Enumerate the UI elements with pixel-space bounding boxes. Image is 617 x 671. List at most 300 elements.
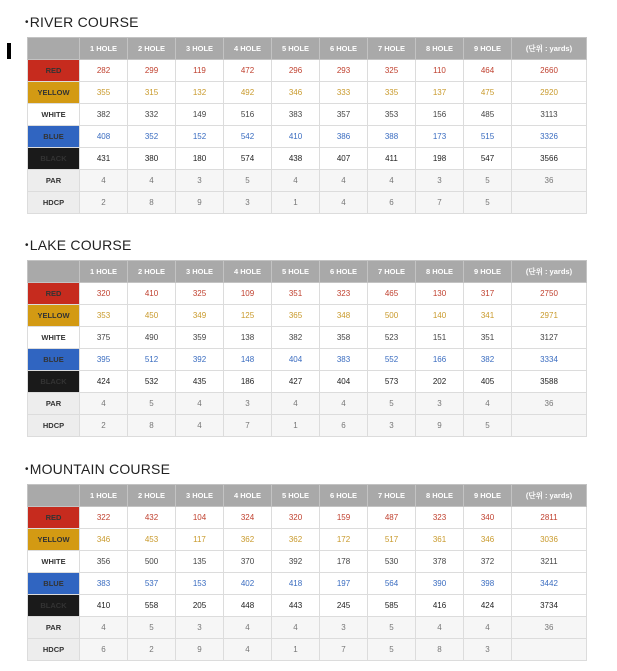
hole-value-cell: 8 xyxy=(128,192,176,214)
hole-value-cell: 431 xyxy=(80,148,128,170)
hole-value-cell: 500 xyxy=(368,305,416,327)
hole-header: 7 HOLE xyxy=(368,38,416,60)
hole-value-cell: 1 xyxy=(272,192,320,214)
hole-value-cell: 380 xyxy=(128,148,176,170)
hole-value-cell: 517 xyxy=(368,529,416,551)
hole-header: 5 HOLE xyxy=(272,485,320,507)
hole-value-cell: 152 xyxy=(176,126,224,148)
hole-value-cell: 202 xyxy=(416,371,464,393)
hole-value-cell: 390 xyxy=(416,573,464,595)
hole-value-cell: 282 xyxy=(80,60,128,82)
hole-value-cell: 552 xyxy=(368,349,416,371)
hole-header: 3 HOLE xyxy=(176,261,224,283)
hole-value-cell: 564 xyxy=(368,573,416,595)
hole-value-cell: 7 xyxy=(416,192,464,214)
row-label-red: RED xyxy=(28,507,80,529)
hole-value-cell: 4 xyxy=(128,170,176,192)
row-label-red: RED xyxy=(28,60,80,82)
total-cell: 3566 xyxy=(512,148,587,170)
hole-value-cell: 410 xyxy=(272,126,320,148)
total-cell xyxy=(512,192,587,214)
table-row-red xyxy=(28,283,587,305)
row-label-par: PAR xyxy=(28,617,80,639)
hole-value-cell: 532 xyxy=(128,371,176,393)
total-cell: 3588 xyxy=(512,371,587,393)
hole-header: 1 HOLE xyxy=(80,261,128,283)
hole-value-cell: 411 xyxy=(368,148,416,170)
hole-value-cell: 333 xyxy=(320,82,368,104)
hole-value-cell: 4 xyxy=(320,192,368,214)
table-row-white xyxy=(28,327,587,349)
hole-value-cell: 558 xyxy=(128,595,176,617)
hole-value-cell: 359 xyxy=(176,327,224,349)
hole-value-cell: 573 xyxy=(368,371,416,393)
hole-header: 6 HOLE xyxy=(320,485,368,507)
hole-value-cell: 110 xyxy=(416,60,464,82)
hole-value-cell: 3 xyxy=(416,393,464,415)
hole-value-cell: 5 xyxy=(224,170,272,192)
hole-value-cell: 362 xyxy=(224,529,272,551)
header-corner-cell xyxy=(28,261,80,283)
hole-value-cell: 153 xyxy=(176,573,224,595)
hole-value-cell: 4 xyxy=(368,170,416,192)
hole-value-cell: 418 xyxy=(272,573,320,595)
table-row-yellow xyxy=(28,529,587,551)
table-row-blue xyxy=(28,573,587,595)
hole-value-cell: 6 xyxy=(320,415,368,437)
section-title-text: LAKE COURSE xyxy=(29,237,132,253)
table-row-red xyxy=(28,507,587,529)
hole-value-cell: 516 xyxy=(224,104,272,126)
table-row-hdcp xyxy=(28,192,587,214)
hole-value-cell: 5 xyxy=(128,393,176,415)
row-label-blue: BLUE xyxy=(28,126,80,148)
hole-header: 8 HOLE xyxy=(416,38,464,60)
bullet-icon: • xyxy=(25,240,29,251)
hole-value-cell: 416 xyxy=(416,595,464,617)
section-title xyxy=(25,11,139,33)
hole-value-cell: 5 xyxy=(368,617,416,639)
hole-value-cell: 5 xyxy=(464,170,512,192)
total-cell: 3113 xyxy=(512,104,587,126)
hole-value-cell: 357 xyxy=(320,104,368,126)
hole-value-cell: 117 xyxy=(176,529,224,551)
hole-value-cell: 4 xyxy=(224,617,272,639)
hole-header: 3 HOLE xyxy=(176,38,224,60)
hole-value-cell: 432 xyxy=(128,507,176,529)
row-label-hdcp: HDCP xyxy=(28,639,80,661)
hole-value-cell: 3 xyxy=(224,192,272,214)
hole-value-cell: 500 xyxy=(128,551,176,573)
table-row-hdcp xyxy=(28,415,587,437)
hole-value-cell: 346 xyxy=(464,529,512,551)
table-row-hdcp xyxy=(28,639,587,661)
hole-value-cell: 293 xyxy=(320,60,368,82)
scorecard-table xyxy=(27,37,587,214)
hole-value-cell: 166 xyxy=(416,349,464,371)
hole-value-cell: 173 xyxy=(416,126,464,148)
hole-value-cell: 523 xyxy=(368,327,416,349)
hole-value-cell: 198 xyxy=(416,148,464,170)
hole-value-cell: 197 xyxy=(320,573,368,595)
hole-value-cell: 4 xyxy=(464,617,512,639)
row-label-white: WHITE xyxy=(28,551,80,573)
unit-header: (단위 : yards) xyxy=(512,261,587,283)
hole-header: 2 HOLE xyxy=(128,485,176,507)
hole-value-cell: 3 xyxy=(368,415,416,437)
hole-header: 7 HOLE xyxy=(368,261,416,283)
hole-value-cell: 4 xyxy=(416,617,464,639)
hole-value-cell: 492 xyxy=(224,82,272,104)
hole-value-cell: 156 xyxy=(416,104,464,126)
hole-value-cell: 4 xyxy=(272,170,320,192)
hole-value-cell: 427 xyxy=(272,371,320,393)
hole-header: 7 HOLE xyxy=(368,485,416,507)
hole-value-cell: 178 xyxy=(320,551,368,573)
hole-header: 8 HOLE xyxy=(416,261,464,283)
table-row-white xyxy=(28,104,587,126)
hole-value-cell: 438 xyxy=(272,148,320,170)
hole-value-cell: 424 xyxy=(464,595,512,617)
hole-value-cell: 382 xyxy=(272,327,320,349)
hole-value-cell: 324 xyxy=(224,507,272,529)
hole-value-cell: 453 xyxy=(128,529,176,551)
hole-value-cell: 4 xyxy=(176,415,224,437)
hole-value-cell: 4 xyxy=(80,617,128,639)
hole-header: 2 HOLE xyxy=(128,38,176,60)
hole-value-cell: 186 xyxy=(224,371,272,393)
hole-value-cell: 2 xyxy=(80,415,128,437)
hole-value-cell: 404 xyxy=(272,349,320,371)
hole-value-cell: 346 xyxy=(80,529,128,551)
hole-header: 6 HOLE xyxy=(320,261,368,283)
hole-value-cell: 346 xyxy=(272,82,320,104)
hole-value-cell: 362 xyxy=(272,529,320,551)
row-label-par: PAR xyxy=(28,393,80,415)
table-row-red xyxy=(28,60,587,82)
hole-value-cell: 353 xyxy=(80,305,128,327)
header-corner-cell xyxy=(28,485,80,507)
hole-value-cell: 383 xyxy=(272,104,320,126)
hole-value-cell: 407 xyxy=(320,148,368,170)
total-cell: 3326 xyxy=(512,126,587,148)
hole-value-cell: 356 xyxy=(80,551,128,573)
hole-value-cell: 378 xyxy=(416,551,464,573)
total-cell: 36 xyxy=(512,170,587,192)
hole-value-cell: 320 xyxy=(272,507,320,529)
total-cell: 3442 xyxy=(512,573,587,595)
hole-value-cell: 5 xyxy=(464,415,512,437)
hole-value-cell: 245 xyxy=(320,595,368,617)
table-row-white xyxy=(28,551,587,573)
hole-value-cell: 4 xyxy=(176,393,224,415)
table-row-par xyxy=(28,170,587,192)
hole-header: 1 HOLE xyxy=(80,485,128,507)
total-cell: 2971 xyxy=(512,305,587,327)
total-cell: 2811 xyxy=(512,507,587,529)
hole-value-cell: 149 xyxy=(176,104,224,126)
hole-value-cell: 3 xyxy=(176,170,224,192)
hole-value-cell: 1 xyxy=(272,415,320,437)
total-cell: 2750 xyxy=(512,283,587,305)
hole-value-cell: 3 xyxy=(320,617,368,639)
table-row-blue xyxy=(28,349,587,371)
table-row-par xyxy=(28,617,587,639)
hole-value-cell: 375 xyxy=(80,327,128,349)
hole-value-cell: 355 xyxy=(80,82,128,104)
hole-value-cell: 382 xyxy=(464,349,512,371)
hole-value-cell: 424 xyxy=(80,371,128,393)
hole-value-cell: 404 xyxy=(320,371,368,393)
hole-value-cell: 410 xyxy=(128,283,176,305)
hole-header: 2 HOLE xyxy=(128,261,176,283)
row-label-white: WHITE xyxy=(28,104,80,126)
hole-value-cell: 5 xyxy=(464,192,512,214)
table-row-par xyxy=(28,393,587,415)
hole-value-cell: 325 xyxy=(368,60,416,82)
hole-value-cell: 4 xyxy=(272,617,320,639)
hole-value-cell: 132 xyxy=(176,82,224,104)
hole-value-cell: 8 xyxy=(416,639,464,661)
hole-value-cell: 448 xyxy=(224,595,272,617)
hole-value-cell: 323 xyxy=(416,507,464,529)
scorecard-table xyxy=(27,484,587,661)
header-row xyxy=(28,485,587,507)
hole-value-cell: 515 xyxy=(464,126,512,148)
section-title xyxy=(25,458,170,480)
hole-value-cell: 450 xyxy=(128,305,176,327)
hole-value-cell: 3 xyxy=(416,170,464,192)
table-row-yellow xyxy=(28,82,587,104)
hole-value-cell: 172 xyxy=(320,529,368,551)
unit-header: (단위 : yards) xyxy=(512,38,587,60)
hole-value-cell: 365 xyxy=(272,305,320,327)
hole-value-cell: 383 xyxy=(80,573,128,595)
hole-value-cell: 537 xyxy=(128,573,176,595)
hole-value-cell: 3 xyxy=(224,393,272,415)
hole-value-cell: 574 xyxy=(224,148,272,170)
table-row-black xyxy=(28,148,587,170)
hole-value-cell: 335 xyxy=(368,82,416,104)
hole-value-cell: 296 xyxy=(272,60,320,82)
hole-value-cell: 372 xyxy=(464,551,512,573)
row-label-black: BLACK xyxy=(28,595,80,617)
header-row xyxy=(28,38,587,60)
hole-value-cell: 340 xyxy=(464,507,512,529)
section-title-text: RIVER COURSE xyxy=(29,14,139,30)
total-cell: 2660 xyxy=(512,60,587,82)
hole-value-cell: 4 xyxy=(80,393,128,415)
hole-value-cell: 382 xyxy=(80,104,128,126)
table-row-yellow xyxy=(28,305,587,327)
hole-value-cell: 119 xyxy=(176,60,224,82)
hole-value-cell: 138 xyxy=(224,327,272,349)
hole-value-cell: 472 xyxy=(224,60,272,82)
total-cell: 3211 xyxy=(512,551,587,573)
row-label-red: RED xyxy=(28,283,80,305)
hole-value-cell: 315 xyxy=(128,82,176,104)
hole-value-cell: 6 xyxy=(368,192,416,214)
hole-value-cell: 361 xyxy=(416,529,464,551)
hole-value-cell: 148 xyxy=(224,349,272,371)
hole-value-cell: 159 xyxy=(320,507,368,529)
hole-value-cell: 358 xyxy=(320,327,368,349)
hole-header: 5 HOLE xyxy=(272,38,320,60)
hole-value-cell: 332 xyxy=(128,104,176,126)
hole-value-cell: 398 xyxy=(464,573,512,595)
header-row xyxy=(28,261,587,283)
row-label-blue: BLUE xyxy=(28,573,80,595)
hole-value-cell: 4 xyxy=(320,170,368,192)
side-marker xyxy=(7,43,11,59)
hole-value-cell: 353 xyxy=(368,104,416,126)
hole-value-cell: 3 xyxy=(464,639,512,661)
table-row-blue xyxy=(28,126,587,148)
hole-value-cell: 5 xyxy=(368,639,416,661)
hole-value-cell: 8 xyxy=(128,415,176,437)
hole-value-cell: 402 xyxy=(224,573,272,595)
hole-value-cell: 351 xyxy=(464,327,512,349)
header-corner-cell xyxy=(28,38,80,60)
total-cell: 36 xyxy=(512,393,587,415)
hole-value-cell: 1 xyxy=(272,639,320,661)
hole-value-cell: 4 xyxy=(224,639,272,661)
hole-value-cell: 351 xyxy=(272,283,320,305)
hole-value-cell: 547 xyxy=(464,148,512,170)
hole-value-cell: 435 xyxy=(176,371,224,393)
row-label-hdcp: HDCP xyxy=(28,192,80,214)
hole-value-cell: 4 xyxy=(272,393,320,415)
hole-value-cell: 410 xyxy=(80,595,128,617)
hole-value-cell: 140 xyxy=(416,305,464,327)
hole-value-cell: 465 xyxy=(368,283,416,305)
hole-value-cell: 383 xyxy=(320,349,368,371)
hole-value-cell: 137 xyxy=(416,82,464,104)
hole-value-cell: 530 xyxy=(368,551,416,573)
hole-header: 4 HOLE xyxy=(224,261,272,283)
bullet-icon: • xyxy=(25,464,29,475)
hole-value-cell: 392 xyxy=(176,349,224,371)
hole-value-cell: 349 xyxy=(176,305,224,327)
hole-value-cell: 6 xyxy=(80,639,128,661)
hole-value-cell: 443 xyxy=(272,595,320,617)
row-label-yellow: YELLOW xyxy=(28,529,80,551)
total-cell xyxy=(512,639,587,661)
hole-header: 3 HOLE xyxy=(176,485,224,507)
hole-value-cell: 4 xyxy=(464,393,512,415)
hole-value-cell: 352 xyxy=(128,126,176,148)
hole-value-cell: 9 xyxy=(176,639,224,661)
hole-value-cell: 151 xyxy=(416,327,464,349)
row-label-par: PAR xyxy=(28,170,80,192)
hole-header: 6 HOLE xyxy=(320,38,368,60)
hole-value-cell: 5 xyxy=(128,617,176,639)
hole-value-cell: 9 xyxy=(176,192,224,214)
scorecard-table xyxy=(27,260,587,437)
hole-value-cell: 323 xyxy=(320,283,368,305)
hole-value-cell: 370 xyxy=(224,551,272,573)
hole-value-cell: 490 xyxy=(128,327,176,349)
bullet-icon: • xyxy=(25,17,29,28)
row-label-blue: BLUE xyxy=(28,349,80,371)
row-label-black: BLACK xyxy=(28,148,80,170)
hole-value-cell: 7 xyxy=(320,639,368,661)
hole-value-cell: 299 xyxy=(128,60,176,82)
unit-header: (단위 : yards) xyxy=(512,485,587,507)
hole-header: 5 HOLE xyxy=(272,261,320,283)
hole-value-cell: 125 xyxy=(224,305,272,327)
hole-value-cell: 109 xyxy=(224,283,272,305)
hole-value-cell: 5 xyxy=(368,393,416,415)
hole-value-cell: 487 xyxy=(368,507,416,529)
hole-value-cell: 2 xyxy=(80,192,128,214)
table-row-black xyxy=(28,371,587,393)
total-cell: 36 xyxy=(512,617,587,639)
hole-header: 8 HOLE xyxy=(416,485,464,507)
hole-value-cell: 2 xyxy=(128,639,176,661)
hole-value-cell: 392 xyxy=(272,551,320,573)
hole-value-cell: 395 xyxy=(80,349,128,371)
hole-value-cell: 4 xyxy=(320,393,368,415)
hole-value-cell: 205 xyxy=(176,595,224,617)
table-row-black xyxy=(28,595,587,617)
total-cell: 2920 xyxy=(512,82,587,104)
hole-value-cell: 104 xyxy=(176,507,224,529)
hole-value-cell: 348 xyxy=(320,305,368,327)
hole-value-cell: 3 xyxy=(176,617,224,639)
hole-value-cell: 130 xyxy=(416,283,464,305)
hole-value-cell: 388 xyxy=(368,126,416,148)
hole-value-cell: 386 xyxy=(320,126,368,148)
hole-value-cell: 135 xyxy=(176,551,224,573)
row-label-hdcp: HDCP xyxy=(28,415,80,437)
total-cell xyxy=(512,415,587,437)
hole-value-cell: 325 xyxy=(176,283,224,305)
hole-value-cell: 485 xyxy=(464,104,512,126)
hole-value-cell: 405 xyxy=(464,371,512,393)
hole-value-cell: 9 xyxy=(416,415,464,437)
row-label-yellow: YELLOW xyxy=(28,305,80,327)
hole-value-cell: 585 xyxy=(368,595,416,617)
hole-value-cell: 512 xyxy=(128,349,176,371)
hole-value-cell: 408 xyxy=(80,126,128,148)
hole-value-cell: 7 xyxy=(224,415,272,437)
hole-value-cell: 341 xyxy=(464,305,512,327)
hole-header: 9 HOLE xyxy=(464,38,512,60)
hole-value-cell: 542 xyxy=(224,126,272,148)
row-label-black: BLACK xyxy=(28,371,80,393)
hole-value-cell: 180 xyxy=(176,148,224,170)
hole-value-cell: 322 xyxy=(80,507,128,529)
section-title xyxy=(25,234,132,256)
hole-header: 9 HOLE xyxy=(464,261,512,283)
total-cell: 3127 xyxy=(512,327,587,349)
hole-header: 1 HOLE xyxy=(80,38,128,60)
hole-value-cell: 464 xyxy=(464,60,512,82)
total-cell: 3334 xyxy=(512,349,587,371)
row-label-white: WHITE xyxy=(28,327,80,349)
hole-header: 4 HOLE xyxy=(224,38,272,60)
hole-value-cell: 4 xyxy=(80,170,128,192)
hole-header: 4 HOLE xyxy=(224,485,272,507)
section-title-text: MOUNTAIN COURSE xyxy=(29,461,171,477)
hole-value-cell: 317 xyxy=(464,283,512,305)
row-label-yellow: YELLOW xyxy=(28,82,80,104)
total-cell: 3036 xyxy=(512,529,587,551)
total-cell: 3734 xyxy=(512,595,587,617)
hole-header: 9 HOLE xyxy=(464,485,512,507)
hole-value-cell: 475 xyxy=(464,82,512,104)
